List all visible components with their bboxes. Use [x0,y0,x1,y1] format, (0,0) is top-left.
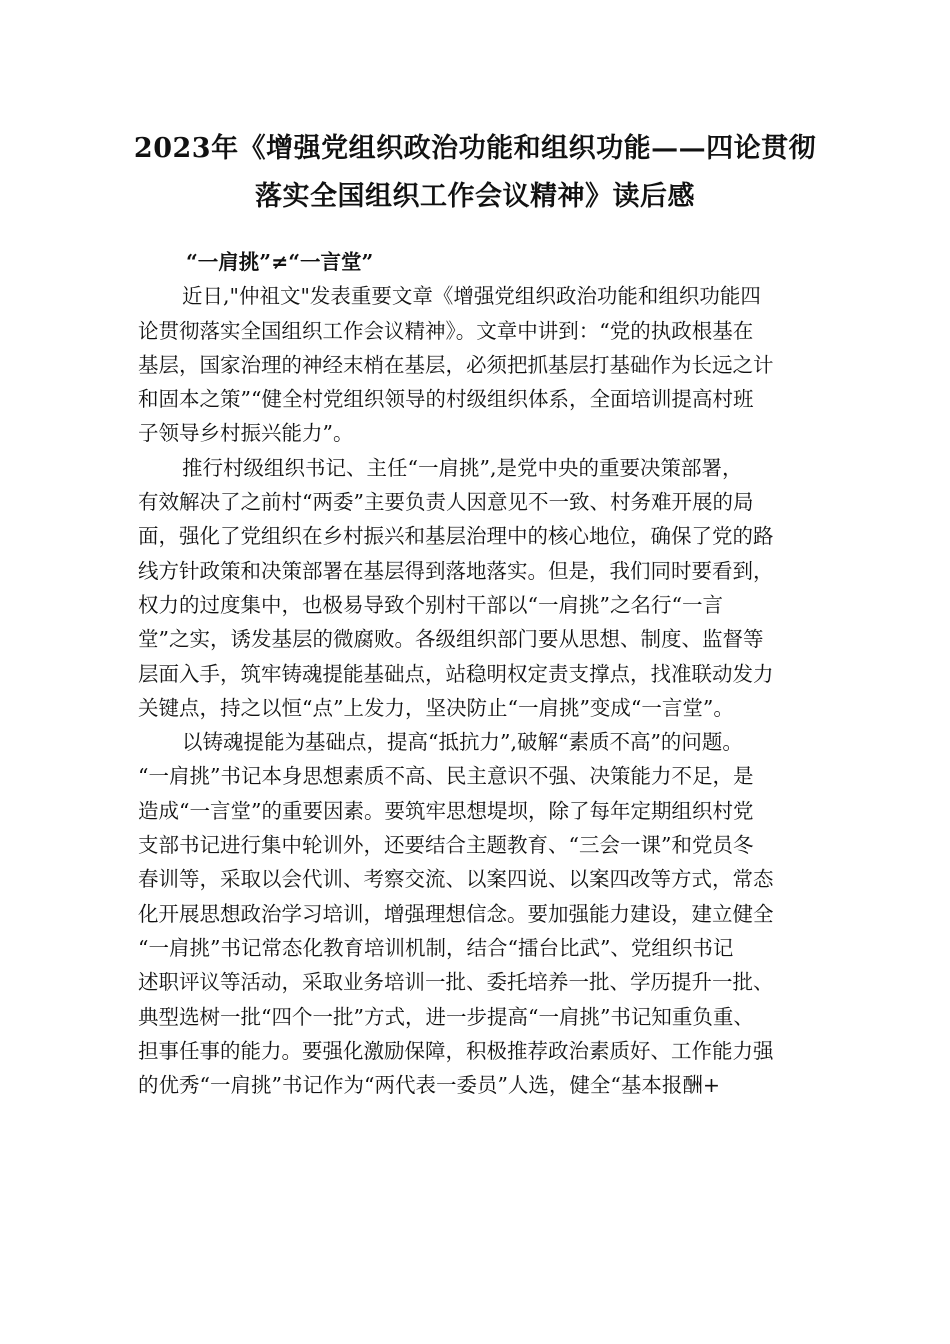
paragraph-2 [138,451,853,725]
paragraph-3-line-8: 述职评议等活动，采取业务培训一批、委托培养一批、学历提升一批、 [138,970,774,995]
title-line-1: 2023年《增强党组织政治功能和组织功能——四论贯彻 [133,133,817,164]
paragraph-1 [138,279,853,450]
document-title [90,125,860,221]
paragraph-2-line-5: 权力的过度集中，也极易导致个别村干部以“一肩挑”之名行“一言 [138,592,723,617]
paragraph-3 [138,725,853,1102]
title-line-2: 落实全国组织工作会议精神》读后感 [255,181,695,212]
paragraph-1-line-3: 基层，国家治理的神经末梢在基层，必须把抓基层打基础作为长远之计 [138,352,774,377]
paragraph-3-line-7: “一肩挑”书记常态化教育培训机制，结合“擂台比武”、党组织书记 [138,935,734,960]
paragraph-3-line-9: 典型选树一批“四个一批”方式，进一步提高“一肩挑”书记知重负重、 [138,1004,754,1029]
paragraph-3-line-3: 造成“一言堂”的重要因素。要筑牢思想堤坝，除了每年定期组织村党 [138,798,754,823]
paragraph-2-line-8: 关键点，持之以恒“点”上发力，坚决防止“一肩挑”变成“一言堂”。 [138,695,734,720]
paragraph-3-line-5: 春训等，采取以会代训、考察交流、以案四说、以案四改等方式，常态 [138,867,774,892]
paragraph-2-line-1: 推行村级组织书记、主任“一肩挑”,是党中央的重要决策部署， [182,455,743,480]
paragraph-3-line-10: 担事任事的能力。要强化激励保障，积极推荐政治素质好、工作能力强 [138,1038,774,1063]
paragraph-3-line-2: “一肩挑”书记本身思想素质不高、民主意识不强、决策能力不足，是 [138,764,754,789]
paragraph-3-line-4: 支部书记进行集中轮训外，还要结合主题教育、“三会一课”和党员冬 [138,833,754,858]
paragraph-1-line-5: 子领导乡村振兴能力”。 [138,421,354,446]
paragraph-2-line-4: 线方针政策和决策部署在基层得到落地落实。但是，我们同时要看到， [138,558,774,583]
section-heading: “一肩挑”≠“一言堂” [186,250,374,274]
paragraph-1-line-1: 近日,"仲祖文"发表重要文章《增强党组织政治功能和组织功能四 [182,284,761,309]
paragraph-1-line-4: 和固本之策”“健全村党组织领导的村级组织体系，全面培训提高村班 [138,387,754,412]
paragraph-3-line-1: 以铸魂提能为基础点，提高“抵抗力”,破解“素质不高”的问题。 [182,730,743,755]
paragraph-3-line-6: 化开展思想政治学习培训，增强理想信念。要加强能力建设，建立健全 [138,901,774,926]
paragraph-2-line-6: 堂”之实，诱发基层的微腐败。各级组织部门要从思想、制度、监督等 [138,627,764,652]
paragraph-3-line-11: 的优秀“一肩挑”书记作为“两代表一委员”人选，健全“基本报酬+ [138,1073,721,1098]
paragraph-2-line-3: 面，强化了党组织在乡村振兴和基层治理中的核心地位，确保了党的路 [138,524,774,549]
document-body [138,245,853,1102]
paragraph-1-line-2: 论贯彻落实全国组织工作会议精神》。文章中讲到：“党的执政根基在 [138,318,754,343]
paragraph-2-line-2: 有效解决了之前村“两委”主要负责人因意见不一致、村务难开展的局 [138,490,754,515]
paragraph-2-line-7: 层面入手，筑牢铸魂提能基础点，站稳明权定责支撑点，找准联动发力 [138,661,774,686]
